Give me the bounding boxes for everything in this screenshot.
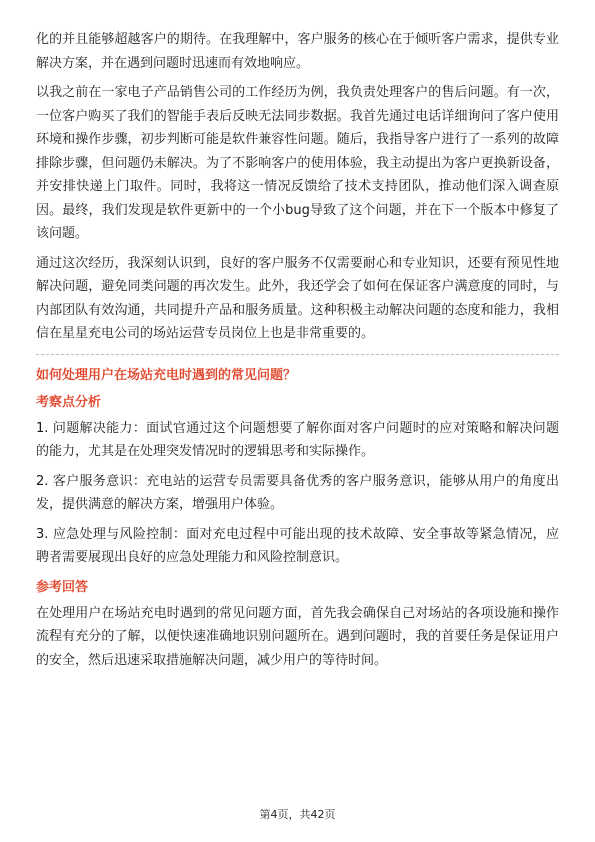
analysis-point-1: 1. 问题解决能力：面试官通过这个问题想要了解你面对客户问题时的应对策略和解决问题的能力，尤其是在处理突发情况时的逻辑思考和实际操作。 bbox=[36, 420, 559, 459]
intro-paragraph-3: 通过这次经历，我深刻认识到，良好的客户服务不仅需要耐心和专业知识，还要有预见性地解决问题，避免同类问题的再次发生。此外，我还学会了如何在保证客户满意度的同时，与内部团队有效沟通，共同提升产品和服务质量。这种积极主动解决问题的态度和能力，我相信在星星充电公司的场站运营专员岗位上也是非常重要的。 bbox=[36, 255, 559, 341]
page-number: 第4页，共42页 bbox=[259, 808, 336, 821]
question-heading: 如何处理用户在场站充电时遇到的常见问题？ bbox=[36, 367, 297, 383]
section-divider bbox=[36, 354, 559, 355]
reference-heading: 参考回答 bbox=[36, 579, 89, 595]
reference-answer: 在处理用户在场站充电时遇到的常见问题方面，首先我会确保自己对场站的各项设施和操作流程有充分的了解，以便快速准确地识别问题所在。遇到问题时，我的首要任务是保证用户的安全，然后迅速采取措施解决问题，减少用户的等待时间。 bbox=[36, 605, 559, 668]
document-page bbox=[36, 28, 559, 802]
analysis-point-2: 2. 客户服务意识：充电站的运营专员需要具备优秀的客户服务意识，能够从用户的角度出发，提供满意的解决方案，增强用户体验。 bbox=[36, 473, 559, 512]
intro-paragraph-2: 以我之前在一家电子产品销售公司的工作经历为例，我负责处理客户的售后问题。有一次，一位客户购买了我们的智能手表后反映无法同步数据。我首先通过电话详细询问了客户使用环境和操作步骤，初步判断可能是软件兼容性问题。随后，我指导客户进行了一系列的故障排除步骤，但问题仍未解决。为了不影响客户的使用体验，我主动提出为客户更换新设备，并安排快递上门取件。同时，我将这一情况反馈给了技术支持团队，推动他们深入调查原因。最终，我们发现是软件更新中的一个小bug导致了这个问题，并在下一个版本中修复了该问题。 bbox=[36, 85, 559, 241]
analysis-heading: 考察点分析 bbox=[36, 394, 102, 410]
intro-paragraph-1: 化的并且能够超越客户的期待。在我理解中，客户服务的核心在于倾听客户需求，提供专业解决方案，并在遇到问题时迅速而有效地响应。 bbox=[36, 32, 559, 71]
analysis-point-3: 3. 应急处理与风险控制：面对充电过程中可能出现的技术故障、安全事故等紧急情况，应聘者需要展现出良好的应急处理能力和风险控制意识。 bbox=[36, 526, 559, 565]
